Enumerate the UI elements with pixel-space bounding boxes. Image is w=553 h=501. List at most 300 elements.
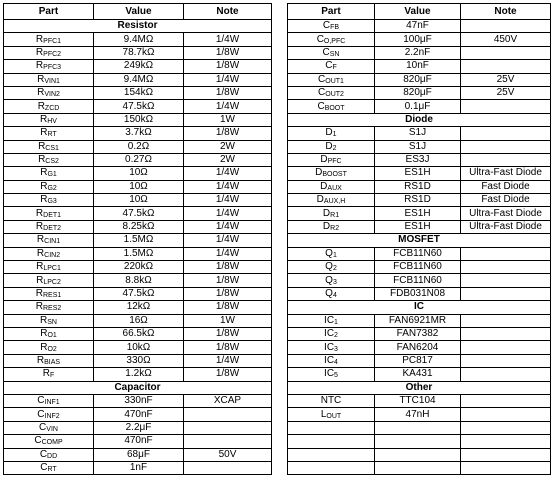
section-row <box>4 381 272 394</box>
part-designator-subscript: G3 <box>47 198 57 206</box>
part-cell <box>4 341 94 354</box>
value-cell: ES1H <box>375 167 461 180</box>
note-cell: 1/8W <box>184 327 272 340</box>
table-row <box>288 153 551 166</box>
part-designator: D <box>320 180 328 192</box>
part-cell <box>288 421 375 434</box>
part-designator-subscript: G2 <box>47 184 57 192</box>
part-cell <box>4 140 94 153</box>
part-designator-subscript: OUT2 <box>325 91 344 99</box>
value-cell: 78.7kΩ <box>94 46 184 59</box>
part-designator: D <box>325 140 333 152</box>
note-cell: 1/8W <box>184 46 272 59</box>
value-cell: 2.2nF <box>375 46 461 59</box>
part-cell <box>288 180 375 193</box>
section-title: IC <box>288 301 551 314</box>
note-cell: 1/8W <box>184 86 272 99</box>
value-cell: 330Ω <box>94 354 184 367</box>
part-designator: R <box>40 113 48 125</box>
column-header-value: Value <box>94 4 184 20</box>
part-designator-subscript: LPC1 <box>43 265 61 273</box>
part-designator: R <box>40 328 48 340</box>
part-designator: D <box>315 167 323 179</box>
part-designator-subscript: 3 <box>334 345 338 353</box>
table-row <box>4 234 272 247</box>
part-designator-subscript: HV <box>47 117 57 125</box>
note-cell: 1/8W <box>184 127 272 140</box>
table-row <box>4 180 272 193</box>
part-designator: R <box>37 100 45 112</box>
value-cell <box>375 435 461 448</box>
note-cell <box>461 408 551 421</box>
part-cell <box>288 194 375 207</box>
table-row <box>288 274 551 287</box>
value-cell: S1J <box>375 140 461 153</box>
part-cell <box>288 167 375 180</box>
value-cell: ES1H <box>375 220 461 233</box>
part-designator: Q <box>325 288 333 299</box>
part-designator-subscript: LPC2 <box>43 278 61 286</box>
part-designator-subscript: RES2 <box>42 305 62 313</box>
part-cell <box>288 100 375 113</box>
part-designator: IC <box>324 314 335 326</box>
column-header-part: Part <box>288 4 375 20</box>
column-header-note: Note <box>461 4 551 20</box>
part-cell <box>4 327 94 340</box>
value-cell: 47.5kΩ <box>94 100 184 113</box>
note-cell <box>461 127 551 140</box>
part-cell <box>4 33 94 46</box>
table-row <box>288 33 551 46</box>
part-cell <box>288 368 375 381</box>
part-cell <box>4 60 94 73</box>
value-cell: S1J <box>375 127 461 140</box>
table-row <box>4 220 272 233</box>
table-row <box>4 46 272 59</box>
part-designator-subscript: 2 <box>332 144 337 152</box>
note-cell <box>461 341 551 354</box>
note-cell: 1/8W <box>184 301 272 314</box>
part-cell <box>4 207 94 220</box>
section-title: Capacitor <box>4 381 272 394</box>
value-cell: 330nF <box>94 394 184 407</box>
note-cell: 1/4W <box>184 220 272 233</box>
table-row <box>4 421 272 434</box>
table-row <box>288 73 551 86</box>
value-cell: FAN6921MR <box>375 314 461 327</box>
table-row <box>288 261 551 274</box>
part-designator-subscript: SN <box>47 318 57 326</box>
note-cell: 1W <box>184 113 272 126</box>
part-designator-subscript: 2 <box>332 265 337 273</box>
note-cell <box>461 394 551 407</box>
table-row <box>4 247 272 260</box>
part-designator: R <box>42 368 50 380</box>
part-designator-subscript: CS1 <box>45 144 59 152</box>
value-cell: 820μF <box>375 86 461 99</box>
part-designator-subscript: ZCD <box>44 104 60 112</box>
table-row <box>4 354 272 367</box>
part-designator: IC <box>324 368 335 380</box>
value-cell: 66.5kΩ <box>94 327 184 340</box>
part-designator: R <box>36 234 45 246</box>
note-cell <box>461 274 551 287</box>
value-cell: 3.7kΩ <box>94 127 184 140</box>
table-row <box>4 274 272 287</box>
note-cell <box>461 354 551 367</box>
value-cell <box>375 461 461 474</box>
value-cell: 0.2Ω <box>94 140 184 153</box>
part-cell <box>288 408 375 421</box>
part-cell <box>4 46 94 59</box>
table-row <box>288 287 551 300</box>
value-cell: 1.5MΩ <box>94 247 184 260</box>
table-row <box>4 33 272 46</box>
part-designator: NTC <box>320 395 342 407</box>
table-header-row <box>288 4 551 20</box>
part-cell <box>288 153 375 166</box>
part-designator-subscript: 1 <box>332 131 337 139</box>
note-cell: 1/4W <box>184 167 272 180</box>
table-row <box>4 194 272 207</box>
part-designator-subscript: RT <box>47 466 57 474</box>
table-row <box>4 167 272 180</box>
note-cell <box>184 408 272 421</box>
part-cell <box>4 301 94 314</box>
part-cell <box>288 207 375 220</box>
part-cell <box>288 20 375 33</box>
table-row <box>288 327 551 340</box>
value-cell: 10Ω <box>94 194 184 207</box>
value-cell: 47nF <box>375 20 461 33</box>
part-designator: R <box>36 247 45 259</box>
note-cell <box>461 60 551 73</box>
section-title: Resistor <box>4 20 272 33</box>
value-cell: ES3J <box>375 153 461 166</box>
table-row <box>288 368 551 381</box>
table-row <box>288 341 551 354</box>
part-cell <box>4 408 94 421</box>
value-cell: FAN7382 <box>375 327 461 340</box>
part-designator-subscript: 5 <box>334 372 338 380</box>
part-designator-subscript: INF1 <box>44 399 60 407</box>
part-cell <box>4 220 94 233</box>
note-cell <box>461 448 551 461</box>
note-cell <box>461 435 551 448</box>
part-cell <box>288 86 375 99</box>
part-cell <box>288 33 375 46</box>
part-designator: D <box>320 154 328 166</box>
note-cell <box>184 461 272 474</box>
part-designator-subscript: OUT1 <box>325 77 344 85</box>
part-cell <box>288 261 375 274</box>
table-row <box>4 314 272 327</box>
note-cell: 1/8W <box>184 261 272 274</box>
part-designator: R <box>38 154 46 166</box>
part-designator: R <box>40 180 48 192</box>
note-cell <box>461 247 551 260</box>
part-designator: IC <box>324 354 335 366</box>
table-row <box>288 461 551 474</box>
value-cell: 8.8kΩ <box>94 274 184 287</box>
part-designator: R <box>40 127 48 139</box>
part-designator: C <box>40 462 48 474</box>
part-cell <box>4 234 94 247</box>
part-designator: R <box>35 288 43 299</box>
part-designator: R <box>36 261 44 273</box>
part-designator: IC <box>324 341 335 353</box>
part-cell <box>288 394 375 407</box>
table-row <box>4 207 272 220</box>
part-designator-subscript: 2 <box>334 332 338 340</box>
part-cell <box>288 247 375 260</box>
part-designator-subscript: INF2 <box>44 412 60 420</box>
part-designator-subscript: SN <box>329 50 340 58</box>
value-cell: 154kΩ <box>94 86 184 99</box>
table-row <box>4 153 272 166</box>
part-designator: C <box>37 408 45 420</box>
table-row <box>288 60 551 73</box>
table-row <box>288 354 551 367</box>
part-designator: R <box>40 194 48 206</box>
value-cell: FCB11N60 <box>375 261 461 274</box>
part-designator: C <box>322 20 331 32</box>
column-header-part: Part <box>4 4 94 20</box>
part-cell <box>288 435 375 448</box>
part-cell <box>4 194 94 207</box>
column-header-value: Value <box>375 4 461 20</box>
value-cell: 470nF <box>94 408 184 421</box>
note-cell <box>461 20 551 33</box>
table-row <box>4 341 272 354</box>
note-cell: 2W <box>184 153 272 166</box>
part-designator: C <box>325 60 333 72</box>
table-row <box>288 247 551 260</box>
table-row <box>4 435 272 448</box>
value-cell: TTC104 <box>375 394 461 407</box>
table-row <box>288 167 551 180</box>
part-designator-subscript: PFC1 <box>43 37 62 45</box>
part-designator-subscript: OUT <box>326 412 342 420</box>
part-designator: R <box>35 33 44 45</box>
part-cell <box>288 140 375 153</box>
note-cell <box>461 461 551 474</box>
value-cell: KA431 <box>375 368 461 381</box>
table-row <box>4 461 272 474</box>
part-designator: D <box>316 194 324 206</box>
table-row <box>4 100 272 113</box>
part-designator-subscript: BIAS <box>44 358 61 366</box>
part-designator: D <box>322 207 331 219</box>
table-row <box>4 448 272 461</box>
part-designator-subscript: BOOST <box>322 171 347 179</box>
value-cell: PC817 <box>375 354 461 367</box>
part-designator-subscript: DD <box>47 452 58 460</box>
value-cell: FAN6204 <box>375 341 461 354</box>
part-designator: C <box>39 448 48 460</box>
value-cell: FCB11N60 <box>375 247 461 260</box>
value-cell: 100μF <box>375 33 461 46</box>
part-designator-subscript: PFC <box>327 158 342 166</box>
part-designator-subscript: 4 <box>334 358 338 366</box>
bom-table-right <box>287 3 551 475</box>
table-row <box>4 301 272 314</box>
note-cell <box>461 287 551 300</box>
note-cell: 1/8W <box>184 341 272 354</box>
section-row <box>288 381 551 394</box>
part-designator: Q <box>325 247 333 259</box>
note-cell <box>461 261 551 274</box>
part-cell <box>4 274 94 287</box>
note-cell <box>184 435 272 448</box>
part-designator-subscript: DET1 <box>43 211 62 219</box>
value-cell: FDB031N08 <box>375 287 461 300</box>
table-row <box>4 368 272 381</box>
part-designator-subscript: 3 <box>332 278 337 286</box>
table-row <box>4 60 272 73</box>
part-cell <box>4 167 94 180</box>
note-cell <box>461 140 551 153</box>
part-designator-subscript: PFC3 <box>43 64 62 72</box>
note-cell: 450V <box>461 33 551 46</box>
note-cell: 1/8W <box>184 287 272 300</box>
part-designator: IC <box>324 328 335 340</box>
part-cell <box>288 314 375 327</box>
note-cell: Fast Diode <box>461 180 551 193</box>
note-cell: 1W <box>184 314 272 327</box>
table-row <box>288 127 551 140</box>
table-row <box>4 408 272 421</box>
note-cell: 50V <box>184 448 272 461</box>
part-designator: R <box>36 274 44 286</box>
part-designator-subscript: O2 <box>47 345 57 353</box>
note-cell <box>184 421 272 434</box>
part-cell <box>288 341 375 354</box>
part-cell <box>4 247 94 260</box>
note-cell: 1/4W <box>184 73 272 86</box>
section-row <box>288 301 551 314</box>
part-designator-subscript: FB <box>330 24 340 32</box>
section-title: Other <box>288 381 551 394</box>
part-designator: R <box>35 221 44 233</box>
bom-table-right-body <box>288 4 551 475</box>
note-cell: Ultra-Fast Diode <box>461 167 551 180</box>
part-designator: C <box>317 100 325 112</box>
value-cell: 249kΩ <box>94 60 184 73</box>
part-cell <box>288 287 375 300</box>
bom-table-left <box>3 3 272 475</box>
note-cell: 1/4W <box>184 33 272 46</box>
value-cell: 150kΩ <box>94 113 184 126</box>
table-row <box>288 180 551 193</box>
part-cell <box>4 394 94 407</box>
part-cell <box>288 327 375 340</box>
note-cell: 1/4W <box>184 207 272 220</box>
part-designator: R <box>40 167 48 179</box>
note-cell: Fast Diode <box>461 194 551 207</box>
value-cell: ES1H <box>375 207 461 220</box>
table-row <box>288 448 551 461</box>
table-row <box>288 20 551 33</box>
part-cell <box>288 220 375 233</box>
part-cell <box>288 127 375 140</box>
value-cell: 10nF <box>375 60 461 73</box>
column-header-note: Note <box>184 4 272 20</box>
part-designator-subscript: O,PFC <box>323 37 346 45</box>
table-row <box>288 100 551 113</box>
part-cell <box>288 46 375 59</box>
table-row <box>288 194 551 207</box>
part-designator: R <box>35 207 44 219</box>
table-row <box>288 220 551 233</box>
part-cell <box>4 368 94 381</box>
part-designator-subscript: O1 <box>47 332 57 340</box>
value-cell: 10kΩ <box>94 341 184 354</box>
part-designator-subscript: BOOT <box>324 104 345 112</box>
value-cell: 820μF <box>375 73 461 86</box>
note-cell: 1/4W <box>184 354 272 367</box>
value-cell: 1.2kΩ <box>94 368 184 381</box>
part-cell <box>4 448 94 461</box>
part-designator-subscript: R1 <box>330 211 340 219</box>
part-cell <box>4 127 94 140</box>
note-cell: 1/4W <box>184 180 272 193</box>
part-designator-subscript: VIN2 <box>44 91 60 99</box>
part-designator: R <box>37 73 45 85</box>
note-cell: Ultra-Fast Diode <box>461 220 551 233</box>
table-row <box>4 86 272 99</box>
part-cell <box>4 73 94 86</box>
section-row <box>288 234 551 247</box>
part-designator: L <box>320 408 327 420</box>
part-cell <box>288 73 375 86</box>
value-cell <box>375 448 461 461</box>
part-designator-subscript: COMP <box>41 439 63 447</box>
part-designator-subscript: AUX,H <box>323 198 346 206</box>
part-cell <box>4 354 94 367</box>
table-row <box>288 435 551 448</box>
section-row <box>4 20 272 33</box>
part-designator: R <box>40 314 48 326</box>
part-designator: R <box>35 60 44 72</box>
part-cell <box>4 113 94 126</box>
part-cell <box>4 461 94 474</box>
part-cell <box>288 461 375 474</box>
part-designator: C <box>39 421 47 433</box>
part-designator: C <box>318 87 326 99</box>
part-designator-subscript: CIN2 <box>44 251 61 259</box>
value-cell: 10Ω <box>94 167 184 180</box>
note-cell: 1/8W <box>184 60 272 73</box>
part-designator-subscript: CIN1 <box>44 238 61 246</box>
value-cell: 8.25kΩ <box>94 220 184 233</box>
value-cell: 470nF <box>94 435 184 448</box>
value-cell: 0.27Ω <box>94 153 184 166</box>
part-designator-subscript: RES1 <box>42 292 62 299</box>
part-designator-subscript: DET2 <box>43 225 62 233</box>
table-row <box>4 73 272 86</box>
part-cell <box>4 86 94 99</box>
table-header-row <box>4 4 272 20</box>
table-row <box>288 394 551 407</box>
part-designator: C <box>322 46 330 58</box>
part-designator-subscript: F <box>49 372 55 380</box>
part-cell <box>4 314 94 327</box>
part-cell <box>4 287 94 300</box>
part-designator-subscript: VIN <box>46 425 58 433</box>
table-row <box>4 140 272 153</box>
part-designator: C <box>316 33 324 45</box>
